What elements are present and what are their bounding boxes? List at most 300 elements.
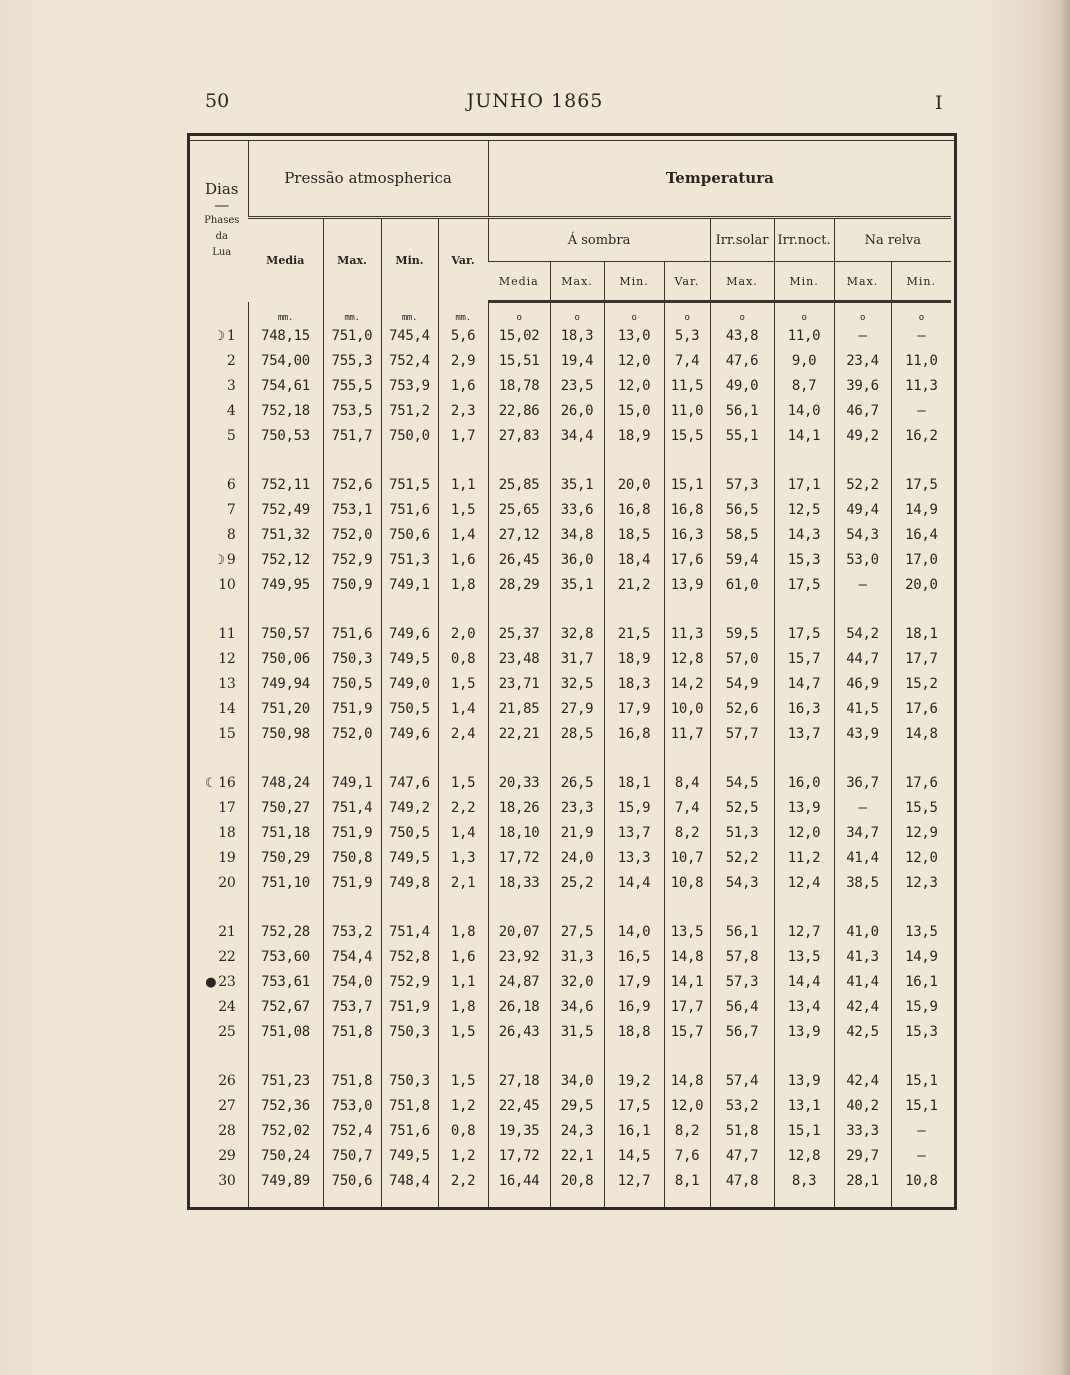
- spacer-cell: [834, 746, 891, 770]
- value-cell: 27,12: [488, 522, 550, 547]
- spacer-cell: [550, 1044, 604, 1068]
- value-cell: 749,95: [248, 572, 323, 597]
- day-cell: [196, 1019, 248, 1044]
- value-cell: 752,02: [248, 1118, 323, 1143]
- value-cell: 1,8: [438, 994, 488, 1019]
- header-temperatura: Temperatura: [488, 140, 951, 218]
- table-row: [196, 1093, 951, 1118]
- table-row: [196, 423, 951, 448]
- value-cell: 11,3: [664, 621, 710, 646]
- value-cell: 17,5: [774, 572, 834, 597]
- value-cell: 5,3: [664, 323, 710, 348]
- day-number: 3: [226, 377, 236, 394]
- value-cell: 1,5: [438, 497, 488, 522]
- header-a-sombra: Á sombra: [488, 218, 710, 262]
- value-cell: 753,2: [323, 919, 381, 944]
- value-cell: 14,0: [774, 398, 834, 423]
- value-cell: 751,2: [381, 398, 438, 423]
- table-row: [196, 323, 951, 348]
- value-cell: 43,9: [834, 721, 891, 746]
- unit-cell: o: [710, 302, 774, 324]
- table-row: [196, 1118, 951, 1143]
- value-cell: 13,4: [774, 994, 834, 1019]
- value-cell: 14,7: [774, 671, 834, 696]
- value-cell: 18,3: [550, 323, 604, 348]
- header-pressao-max: Max.: [323, 218, 381, 302]
- table-row: [196, 770, 951, 795]
- spacer-cell: [248, 895, 323, 919]
- day-cell: [196, 398, 248, 423]
- value-cell: 752,6: [323, 472, 381, 497]
- spacer-cell: [550, 746, 604, 770]
- spacer-cell: [248, 746, 323, 770]
- value-cell: 57,8: [710, 944, 774, 969]
- value-cell: 12,8: [664, 646, 710, 671]
- value-cell: 12,7: [604, 1168, 664, 1193]
- header-lua: Lua: [212, 246, 232, 258]
- value-cell: 745,4: [381, 323, 438, 348]
- day-cell: [196, 770, 248, 795]
- value-cell: 52,6: [710, 696, 774, 721]
- value-cell: —: [834, 323, 891, 348]
- day-cell: [196, 547, 248, 572]
- value-cell: 42,5: [834, 1019, 891, 1044]
- spacer-cell: [891, 1193, 951, 1207]
- group-spacer: [196, 746, 951, 770]
- value-cell: 34,7: [834, 820, 891, 845]
- value-cell: —: [891, 323, 951, 348]
- spacer-cell: [438, 895, 488, 919]
- value-cell: 751,9: [381, 994, 438, 1019]
- value-cell: 14,4: [774, 969, 834, 994]
- spacer-cell: [550, 597, 604, 621]
- value-cell: 18,33: [488, 870, 550, 895]
- weather-table: [196, 140, 951, 1207]
- value-cell: 13,5: [891, 919, 951, 944]
- value-cell: 16,8: [664, 497, 710, 522]
- day-number: 16: [218, 774, 236, 791]
- table-row: [196, 721, 951, 746]
- value-cell: 18,3: [604, 671, 664, 696]
- value-cell: 753,9: [381, 373, 438, 398]
- spacer-cell: [774, 746, 834, 770]
- value-cell: 38,5: [834, 870, 891, 895]
- value-cell: 14,4: [604, 870, 664, 895]
- value-cell: 752,4: [381, 348, 438, 373]
- spacer-cell: [664, 746, 710, 770]
- day-number: 17: [218, 799, 236, 816]
- value-cell: 17,9: [604, 696, 664, 721]
- value-cell: 750,5: [381, 820, 438, 845]
- day-cell: [196, 919, 248, 944]
- table-row: [196, 820, 951, 845]
- value-cell: —: [834, 572, 891, 597]
- value-cell: 25,37: [488, 621, 550, 646]
- value-cell: 749,1: [381, 572, 438, 597]
- spacer-cell: [438, 746, 488, 770]
- table-row: [196, 671, 951, 696]
- day-cell: [196, 994, 248, 1019]
- value-cell: 749,6: [381, 721, 438, 746]
- spacer-cell: [381, 895, 438, 919]
- unit-cell: mm.: [248, 302, 323, 324]
- value-cell: 750,57: [248, 621, 323, 646]
- value-cell: 17,6: [891, 770, 951, 795]
- value-cell: 748,15: [248, 323, 323, 348]
- value-cell: 26,5: [550, 770, 604, 795]
- value-cell: 13,9: [774, 1068, 834, 1093]
- value-cell: 1,5: [438, 1068, 488, 1093]
- unit-cell: [196, 302, 248, 324]
- value-cell: 54,3: [710, 870, 774, 895]
- spacer-cell: [710, 597, 774, 621]
- value-cell: 749,6: [381, 621, 438, 646]
- value-cell: 749,2: [381, 795, 438, 820]
- value-cell: 32,5: [550, 671, 604, 696]
- value-cell: 20,33: [488, 770, 550, 795]
- value-cell: 753,0: [323, 1093, 381, 1118]
- spacer-cell: [834, 597, 891, 621]
- value-cell: 749,5: [381, 646, 438, 671]
- value-cell: 25,2: [550, 870, 604, 895]
- table-end-spacer: [196, 1193, 951, 1207]
- day-number: 26: [218, 1072, 236, 1089]
- header-sombra-max: Max.: [550, 262, 604, 302]
- value-cell: 27,18: [488, 1068, 550, 1093]
- value-cell: 1,8: [438, 919, 488, 944]
- value-cell: 27,5: [550, 919, 604, 944]
- value-cell: 15,7: [664, 1019, 710, 1044]
- value-cell: 752,28: [248, 919, 323, 944]
- day-number: 30: [218, 1172, 236, 1189]
- value-cell: 751,7: [323, 423, 381, 448]
- value-cell: 46,9: [834, 671, 891, 696]
- value-cell: 751,8: [381, 1093, 438, 1118]
- header-relva-max: Max.: [834, 262, 891, 302]
- spacer-cell: [323, 1193, 381, 1207]
- value-cell: 15,0: [604, 398, 664, 423]
- value-cell: 12,8: [774, 1143, 834, 1168]
- value-cell: 59,4: [710, 547, 774, 572]
- value-cell: 20,8: [550, 1168, 604, 1193]
- value-cell: 1,6: [438, 944, 488, 969]
- day-number: 7: [226, 501, 236, 518]
- value-cell: 52,5: [710, 795, 774, 820]
- value-cell: 18,1: [604, 770, 664, 795]
- value-cell: 18,4: [604, 547, 664, 572]
- value-cell: 21,5: [604, 621, 664, 646]
- value-cell: 56,7: [710, 1019, 774, 1044]
- value-cell: 749,0: [381, 671, 438, 696]
- value-cell: 18,9: [604, 423, 664, 448]
- value-cell: 751,18: [248, 820, 323, 845]
- value-cell: 12,0: [604, 348, 664, 373]
- value-cell: 54,2: [834, 621, 891, 646]
- value-cell: 750,6: [323, 1168, 381, 1193]
- value-cell: 41,5: [834, 696, 891, 721]
- spacer-cell: [834, 448, 891, 472]
- value-cell: 15,7: [774, 646, 834, 671]
- day-number: 5: [226, 427, 236, 444]
- day-cell: [196, 348, 248, 373]
- spacer-cell: [710, 895, 774, 919]
- day-cell: [196, 845, 248, 870]
- value-cell: 10,0: [664, 696, 710, 721]
- value-cell: 18,5: [604, 522, 664, 547]
- value-cell: 12,9: [891, 820, 951, 845]
- table-row: [196, 348, 951, 373]
- value-cell: 752,11: [248, 472, 323, 497]
- value-cell: 751,6: [323, 621, 381, 646]
- value-cell: 8,1: [664, 1168, 710, 1193]
- value-cell: 15,9: [891, 994, 951, 1019]
- value-cell: 57,4: [710, 1068, 774, 1093]
- value-cell: 750,0: [381, 423, 438, 448]
- day-cell: [196, 621, 248, 646]
- spacer-cell: [604, 1044, 664, 1068]
- value-cell: 1,1: [438, 969, 488, 994]
- spacer-cell: [604, 597, 664, 621]
- value-cell: 32,8: [550, 621, 604, 646]
- day-cell: [196, 1093, 248, 1118]
- value-cell: 26,45: [488, 547, 550, 572]
- value-cell: 22,21: [488, 721, 550, 746]
- value-cell: 12,0: [891, 845, 951, 870]
- spacer-cell: [196, 597, 248, 621]
- value-cell: 25,65: [488, 497, 550, 522]
- value-cell: 751,4: [381, 919, 438, 944]
- value-cell: 25,85: [488, 472, 550, 497]
- value-cell: 754,61: [248, 373, 323, 398]
- value-cell: 51,8: [710, 1118, 774, 1143]
- day-number: 8: [226, 526, 236, 543]
- value-cell: 751,9: [323, 870, 381, 895]
- value-cell: 17,7: [664, 994, 710, 1019]
- group-spacer: [196, 597, 951, 621]
- moon-phase-icon: ●: [205, 974, 217, 990]
- value-cell: 31,7: [550, 646, 604, 671]
- value-cell: 752,0: [323, 721, 381, 746]
- value-cell: 750,24: [248, 1143, 323, 1168]
- value-cell: 52,2: [710, 845, 774, 870]
- value-cell: 11,3: [891, 373, 951, 398]
- value-cell: 15,2: [891, 671, 951, 696]
- value-cell: 749,5: [381, 1143, 438, 1168]
- day-cell: [196, 1118, 248, 1143]
- value-cell: 33,3: [834, 1118, 891, 1143]
- value-cell: 17,5: [774, 621, 834, 646]
- value-cell: 752,0: [323, 522, 381, 547]
- header-dias-label: Dias: [205, 179, 239, 198]
- value-cell: 17,0: [891, 547, 951, 572]
- value-cell: 15,5: [891, 795, 951, 820]
- value-cell: 749,94: [248, 671, 323, 696]
- value-cell: 750,53: [248, 423, 323, 448]
- day-cell: [196, 472, 248, 497]
- day-number: 27: [218, 1097, 236, 1114]
- value-cell: 19,2: [604, 1068, 664, 1093]
- day-number: 18: [218, 824, 236, 841]
- header-sombra-min: Min.: [604, 262, 664, 302]
- value-cell: 751,0: [323, 323, 381, 348]
- unit-cell: o: [664, 302, 710, 324]
- day-number: 25: [218, 1023, 236, 1040]
- day-cell: [196, 646, 248, 671]
- value-cell: 27,83: [488, 423, 550, 448]
- spacer-cell: [438, 448, 488, 472]
- value-cell: 2,3: [438, 398, 488, 423]
- spacer-cell: [381, 597, 438, 621]
- table-row: [196, 994, 951, 1019]
- value-cell: 12,0: [774, 820, 834, 845]
- spacer-cell: [774, 1044, 834, 1068]
- value-cell: —: [834, 795, 891, 820]
- page-number: 50: [205, 90, 230, 112]
- value-cell: 749,5: [381, 845, 438, 870]
- value-cell: 752,4: [323, 1118, 381, 1143]
- spacer-cell: [488, 746, 550, 770]
- spacer-cell: [381, 746, 438, 770]
- value-cell: 44,7: [834, 646, 891, 671]
- value-cell: 14,1: [664, 969, 710, 994]
- value-cell: 18,1: [891, 621, 951, 646]
- value-cell: 13,9: [774, 1019, 834, 1044]
- table-row: [196, 572, 951, 597]
- value-cell: 15,1: [664, 472, 710, 497]
- spacer-cell: [664, 1044, 710, 1068]
- value-cell: 754,0: [323, 969, 381, 994]
- value-cell: 13,9: [774, 795, 834, 820]
- header-relva-min: Min.: [891, 262, 951, 302]
- value-cell: 11,0: [891, 348, 951, 373]
- value-cell: 752,9: [381, 969, 438, 994]
- value-cell: —: [891, 1143, 951, 1168]
- day-cell: [196, 944, 248, 969]
- value-cell: —: [891, 1118, 951, 1143]
- value-cell: 5,6: [438, 323, 488, 348]
- header-da: da: [215, 230, 228, 242]
- spacer-cell: [248, 1193, 323, 1207]
- spacer-cell: [196, 746, 248, 770]
- value-cell: 54,9: [710, 671, 774, 696]
- value-cell: 55,1: [710, 423, 774, 448]
- table-row: [196, 497, 951, 522]
- header-irr-noct: Irr.noct.: [774, 218, 834, 262]
- header-pressao-media: Media: [248, 218, 323, 302]
- value-cell: 20,0: [604, 472, 664, 497]
- value-cell: 43,8: [710, 323, 774, 348]
- value-cell: 15,3: [891, 1019, 951, 1044]
- value-cell: 36,7: [834, 770, 891, 795]
- value-cell: 751,20: [248, 696, 323, 721]
- day-number: 28: [218, 1122, 236, 1139]
- day-cell: [196, 1143, 248, 1168]
- value-cell: 752,49: [248, 497, 323, 522]
- spacer-cell: [891, 448, 951, 472]
- value-cell: 28,1: [834, 1168, 891, 1193]
- value-cell: 53,0: [834, 547, 891, 572]
- spacer-cell: [710, 1193, 774, 1207]
- value-cell: 12,4: [774, 870, 834, 895]
- value-cell: 11,0: [664, 398, 710, 423]
- value-cell: 750,5: [323, 671, 381, 696]
- unit-cell: mm.: [438, 302, 488, 324]
- value-cell: 13,7: [774, 721, 834, 746]
- header-irr-solar: Irr.solar: [710, 218, 774, 262]
- day-number: 14: [218, 700, 236, 717]
- value-cell: 16,3: [774, 696, 834, 721]
- value-cell: 57,0: [710, 646, 774, 671]
- value-cell: 8,2: [664, 820, 710, 845]
- value-cell: 53,2: [710, 1093, 774, 1118]
- value-cell: 16,3: [664, 522, 710, 547]
- value-cell: 750,29: [248, 845, 323, 870]
- value-cell: 14,1: [774, 423, 834, 448]
- spacer-cell: [710, 746, 774, 770]
- value-cell: 750,98: [248, 721, 323, 746]
- value-cell: 752,12: [248, 547, 323, 572]
- value-cell: 20,0: [891, 572, 951, 597]
- header-dias: [196, 140, 248, 302]
- spacer-cell: [664, 448, 710, 472]
- spacer-cell: [774, 1193, 834, 1207]
- table-row: [196, 944, 951, 969]
- value-cell: 42,4: [834, 994, 891, 1019]
- value-cell: 2,2: [438, 795, 488, 820]
- value-cell: 16,5: [604, 944, 664, 969]
- day-number: 19: [218, 849, 236, 866]
- value-cell: 17,7: [891, 646, 951, 671]
- value-cell: 753,60: [248, 944, 323, 969]
- value-cell: 750,3: [381, 1019, 438, 1044]
- spacer-cell: [891, 1044, 951, 1068]
- value-cell: 0,8: [438, 1118, 488, 1143]
- value-cell: 11,5: [664, 373, 710, 398]
- value-cell: 52,2: [834, 472, 891, 497]
- value-cell: 23,5: [550, 373, 604, 398]
- value-cell: 17,5: [604, 1093, 664, 1118]
- value-cell: 58,5: [710, 522, 774, 547]
- value-cell: 753,61: [248, 969, 323, 994]
- day-cell: [196, 696, 248, 721]
- value-cell: 59,5: [710, 621, 774, 646]
- spacer-cell: [488, 1193, 550, 1207]
- spacer-cell: [710, 1044, 774, 1068]
- value-cell: 40,2: [834, 1093, 891, 1118]
- spacer-cell: [196, 895, 248, 919]
- value-cell: 42,4: [834, 1068, 891, 1093]
- moon-phase-icon: ☽: [213, 328, 225, 344]
- value-cell: 15,9: [604, 795, 664, 820]
- value-cell: 23,4: [834, 348, 891, 373]
- spacer-cell: [381, 1193, 438, 1207]
- table-row: [196, 547, 951, 572]
- value-cell: 56,4: [710, 994, 774, 1019]
- value-cell: 0,8: [438, 646, 488, 671]
- value-cell: 14,3: [774, 522, 834, 547]
- value-cell: 56,1: [710, 398, 774, 423]
- value-cell: 2,0: [438, 621, 488, 646]
- value-cell: 16,4: [891, 522, 951, 547]
- value-cell: 751,9: [323, 820, 381, 845]
- spacer-cell: [488, 895, 550, 919]
- unit-cell: o: [488, 302, 550, 324]
- table-row: [196, 795, 951, 820]
- value-cell: 7,4: [664, 348, 710, 373]
- unit-cell: o: [774, 302, 834, 324]
- value-cell: 34,8: [550, 522, 604, 547]
- value-cell: 750,8: [323, 845, 381, 870]
